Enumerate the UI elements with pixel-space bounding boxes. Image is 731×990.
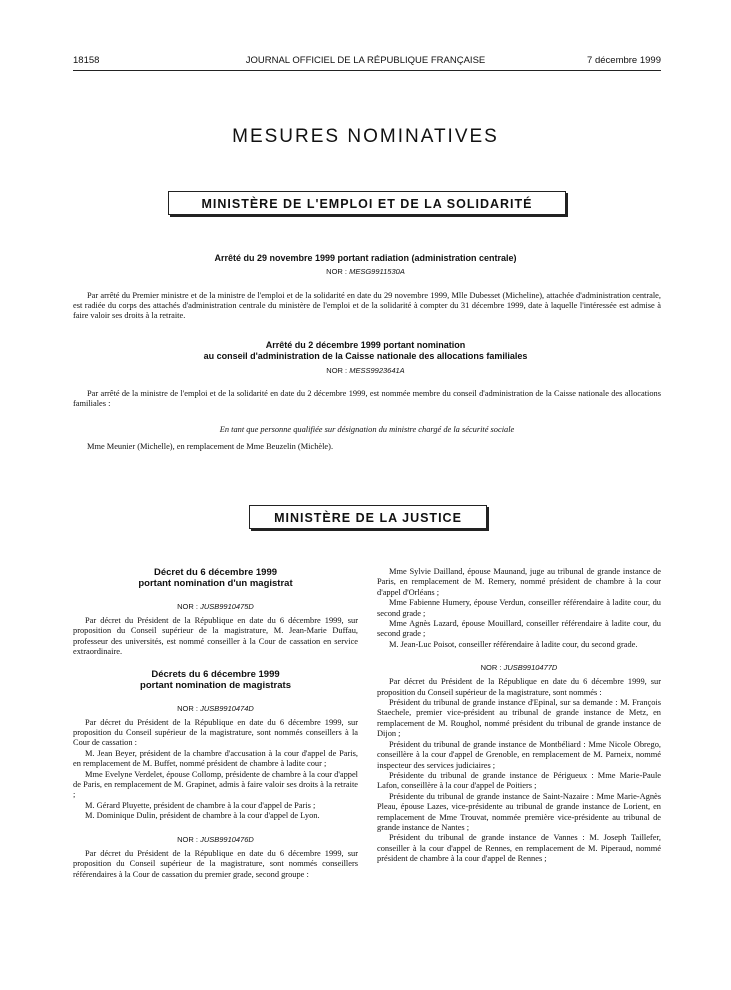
ministry-name: MINISTÈRE DE L'EMPLOI ET DE LA SOLIDARITÉ	[201, 197, 533, 211]
ministry-heading-justice	[249, 505, 487, 529]
act-title-line: Arrêté du 2 décembre 1999 portant nomination	[265, 340, 466, 350]
nor-reference	[377, 662, 661, 673]
page-number: 18158	[73, 55, 100, 66]
decree-paragraph: Mme Fabienne Humery, épouse Verdun, conseiller référendaire à ladite cour, du second grade ;	[377, 598, 661, 618]
act-title: Arrêté du 29 novembre 1999 portant radiation (administration centrale)	[214, 253, 517, 263]
decree-paragraph: Par décret du Président de la République en date du 6 décembre 1999, sur proposition du Conseil supérieur de la magistrature, sont nommés :	[377, 677, 661, 697]
nor-code: MESG9911530A	[349, 267, 405, 276]
nor-label: NOR :	[177, 602, 198, 611]
decree-title: Décrets du 6 décembre 1999	[151, 668, 280, 680]
nor-reference	[73, 834, 358, 845]
decree-paragraph: M. Jean-Luc Poisot, conseiller référendaire à ladite cour, du second grade.	[389, 639, 638, 649]
left-column	[73, 567, 358, 880]
nor-label: NOR :	[177, 703, 198, 713]
nor-label: NOR :	[480, 663, 502, 673]
nor-code: JUSB9910476D	[200, 834, 254, 844]
decree-paragraph: Par décret du Président de la République en date du 6 décembre 1999, sur proposition du Conseil supérieur de la magistrature, sont nommés conseillers à la Cour de cassation :	[73, 717, 358, 748]
section-title: MESURES NOMINATIVES	[232, 126, 499, 147]
decree-paragraph: M. Dominique Dulin, président de chambre à la cour d'appel de Lyon.	[85, 811, 320, 821]
decree-paragraph: M. Jean Beyer, président de la chambre d'accusation à la cour d'appel de Paris, en remplacement de M. Buffet, nommé président de chambre à ladite cour ;	[73, 748, 358, 769]
act-paragraph: Par arrêté de la ministre de l'emploi et de la solidarité en date du 2 décembre 1999, est nommée membre du conseil d'administration de la Caisse nationale des allocations familiales :	[73, 389, 661, 409]
nor-reference	[73, 601, 358, 612]
decree-title: Décret du 6 décembre 1999	[153, 567, 278, 578]
member-line: Mme Meunier (Michelle), en remplacement de Mme Beuzelin (Michèle).	[87, 442, 334, 451]
act-title	[0, 340, 731, 362]
ministry-heading-emploi	[168, 191, 566, 215]
decree-paragraph: Par décret du Président de la République en date du 6 décembre 1999, sur proposition du Conseil supérieur de la magistrature, sont nommés conseillers référendaires à la Cour de cassation du premier grade, second groupe :	[73, 848, 358, 879]
nor-label: NOR :	[326, 267, 347, 276]
decree-title: portant nomination de magistrats	[140, 679, 291, 691]
header-rule	[73, 70, 661, 71]
nor-code: JUSB9910474D	[200, 703, 254, 713]
decree-paragraph: Par décret du Président de la République en date du 6 décembre 1999, sur proposition du Conseil supérieur de la magistrature, M. Jean-Marie Duffau, professeur des universités, est nommé conseiller à la Cour de cassation en service extraordinaire.	[73, 616, 358, 657]
act-title-line: au conseil d'administration de la Caisse nationale des allocations familiales	[203, 351, 528, 361]
nor-code: JUSB9910475D	[200, 602, 254, 611]
journal-title: JOURNAL OFFICIEL DE LA RÉPUBLIQUE FRANÇAISE	[245, 55, 486, 66]
nor-label: NOR :	[326, 366, 348, 375]
act-paragraph: Par arrêté du Premier ministre et de la ministre de l'emploi et de la solidarité en date du 29 novembre 1999, Mlle Dubesset (Micheline), attachée d'administration centrale, est radiée du corps des attachés d'administration centrale du ministère de l'emploi et de la solidarité à compter du 31 décembre 1999, date à laquelle l'intéressée est admise à faire valoir ses droits à la retraite.	[73, 291, 661, 321]
nor-label: NOR :	[177, 834, 198, 844]
nor-reference	[0, 366, 731, 375]
nor-reference	[0, 267, 731, 276]
nor-reference	[73, 703, 358, 714]
nor-code: MESS9923641A	[349, 366, 405, 375]
decree-paragraph: Mme Agnès Lazard, épouse Mouillard, conseiller référendaire à ladite cour, du second grade ;	[377, 619, 661, 639]
decree-paragraph: Président du tribunal de grande instance de Montbéliard : Mme Nicole Obrego, conseillère à la cour d'appel de Grenoble, en remplacement de M. Parneix, nommé inspecteur des services judiciaires ;	[377, 739, 661, 770]
decree-paragraph: Président du tribunal de grande instance d'Epinal, sur sa demande : M. François Staechele, premier vice-président au tribunal de grande instance de Metz, en remplacement de M. Roughol, nommé président du tribunal de grande instance de Dijon ;	[377, 698, 661, 739]
decree-paragraph: Présidente du tribunal de grande instance de Saint-Nazaire : Mme Marie-Agnès Pleau, épouse Lazes, vice-présidente au tribunal de grande instance de Lorient, en remplacement de Mme Trouvat, nommée première vice-présidente au tribunal de grande instance de Nantes ;	[377, 791, 661, 832]
right-column	[377, 567, 661, 865]
ministry-name: MINISTÈRE DE LA JUSTICE	[274, 511, 462, 525]
nor-code: JUSB9910477D	[503, 663, 558, 673]
header-date: 7 décembre 1999	[587, 55, 661, 66]
designation-note: En tant que personne qualifiée sur désignation du ministre chargé de la sécurité sociale	[219, 425, 515, 434]
decree-paragraph: Présidente du tribunal de grande instance de Périgueux : Mme Marie-Paule Lafon, conseillère à la cour d'appel de Poitiers ;	[377, 770, 661, 791]
decree-paragraph: Mme Sylvie Dailland, épouse Maunand, juge au tribunal de grande instance de Paris, en remplacement de M. Remery, nommé président de chambre à la cour d'appel d'Orléans ;	[377, 567, 661, 597]
decree-paragraph: Président du tribunal de grande instance de Vannes : M. Joseph Taillefer, conseiller à la cour d'appel de Rennes, en remplacement de M. Piperaud, nommé président de chambre à la cour d'appel de Rennes ;	[377, 833, 661, 864]
decree-paragraph: M. Gérard Pluyette, président de chambre à la cour d'appel de Paris ;	[85, 800, 316, 810]
decree-paragraph: Mme Evelyne Verdelet, épouse Collomp, présidente de chambre à la cour d'appel de Paris, en remplacement de M. Grapinet, admis à faire valoir ses droits à la retraite ;	[73, 769, 358, 800]
decree-title: portant nomination d'un magistrat	[138, 578, 293, 589]
